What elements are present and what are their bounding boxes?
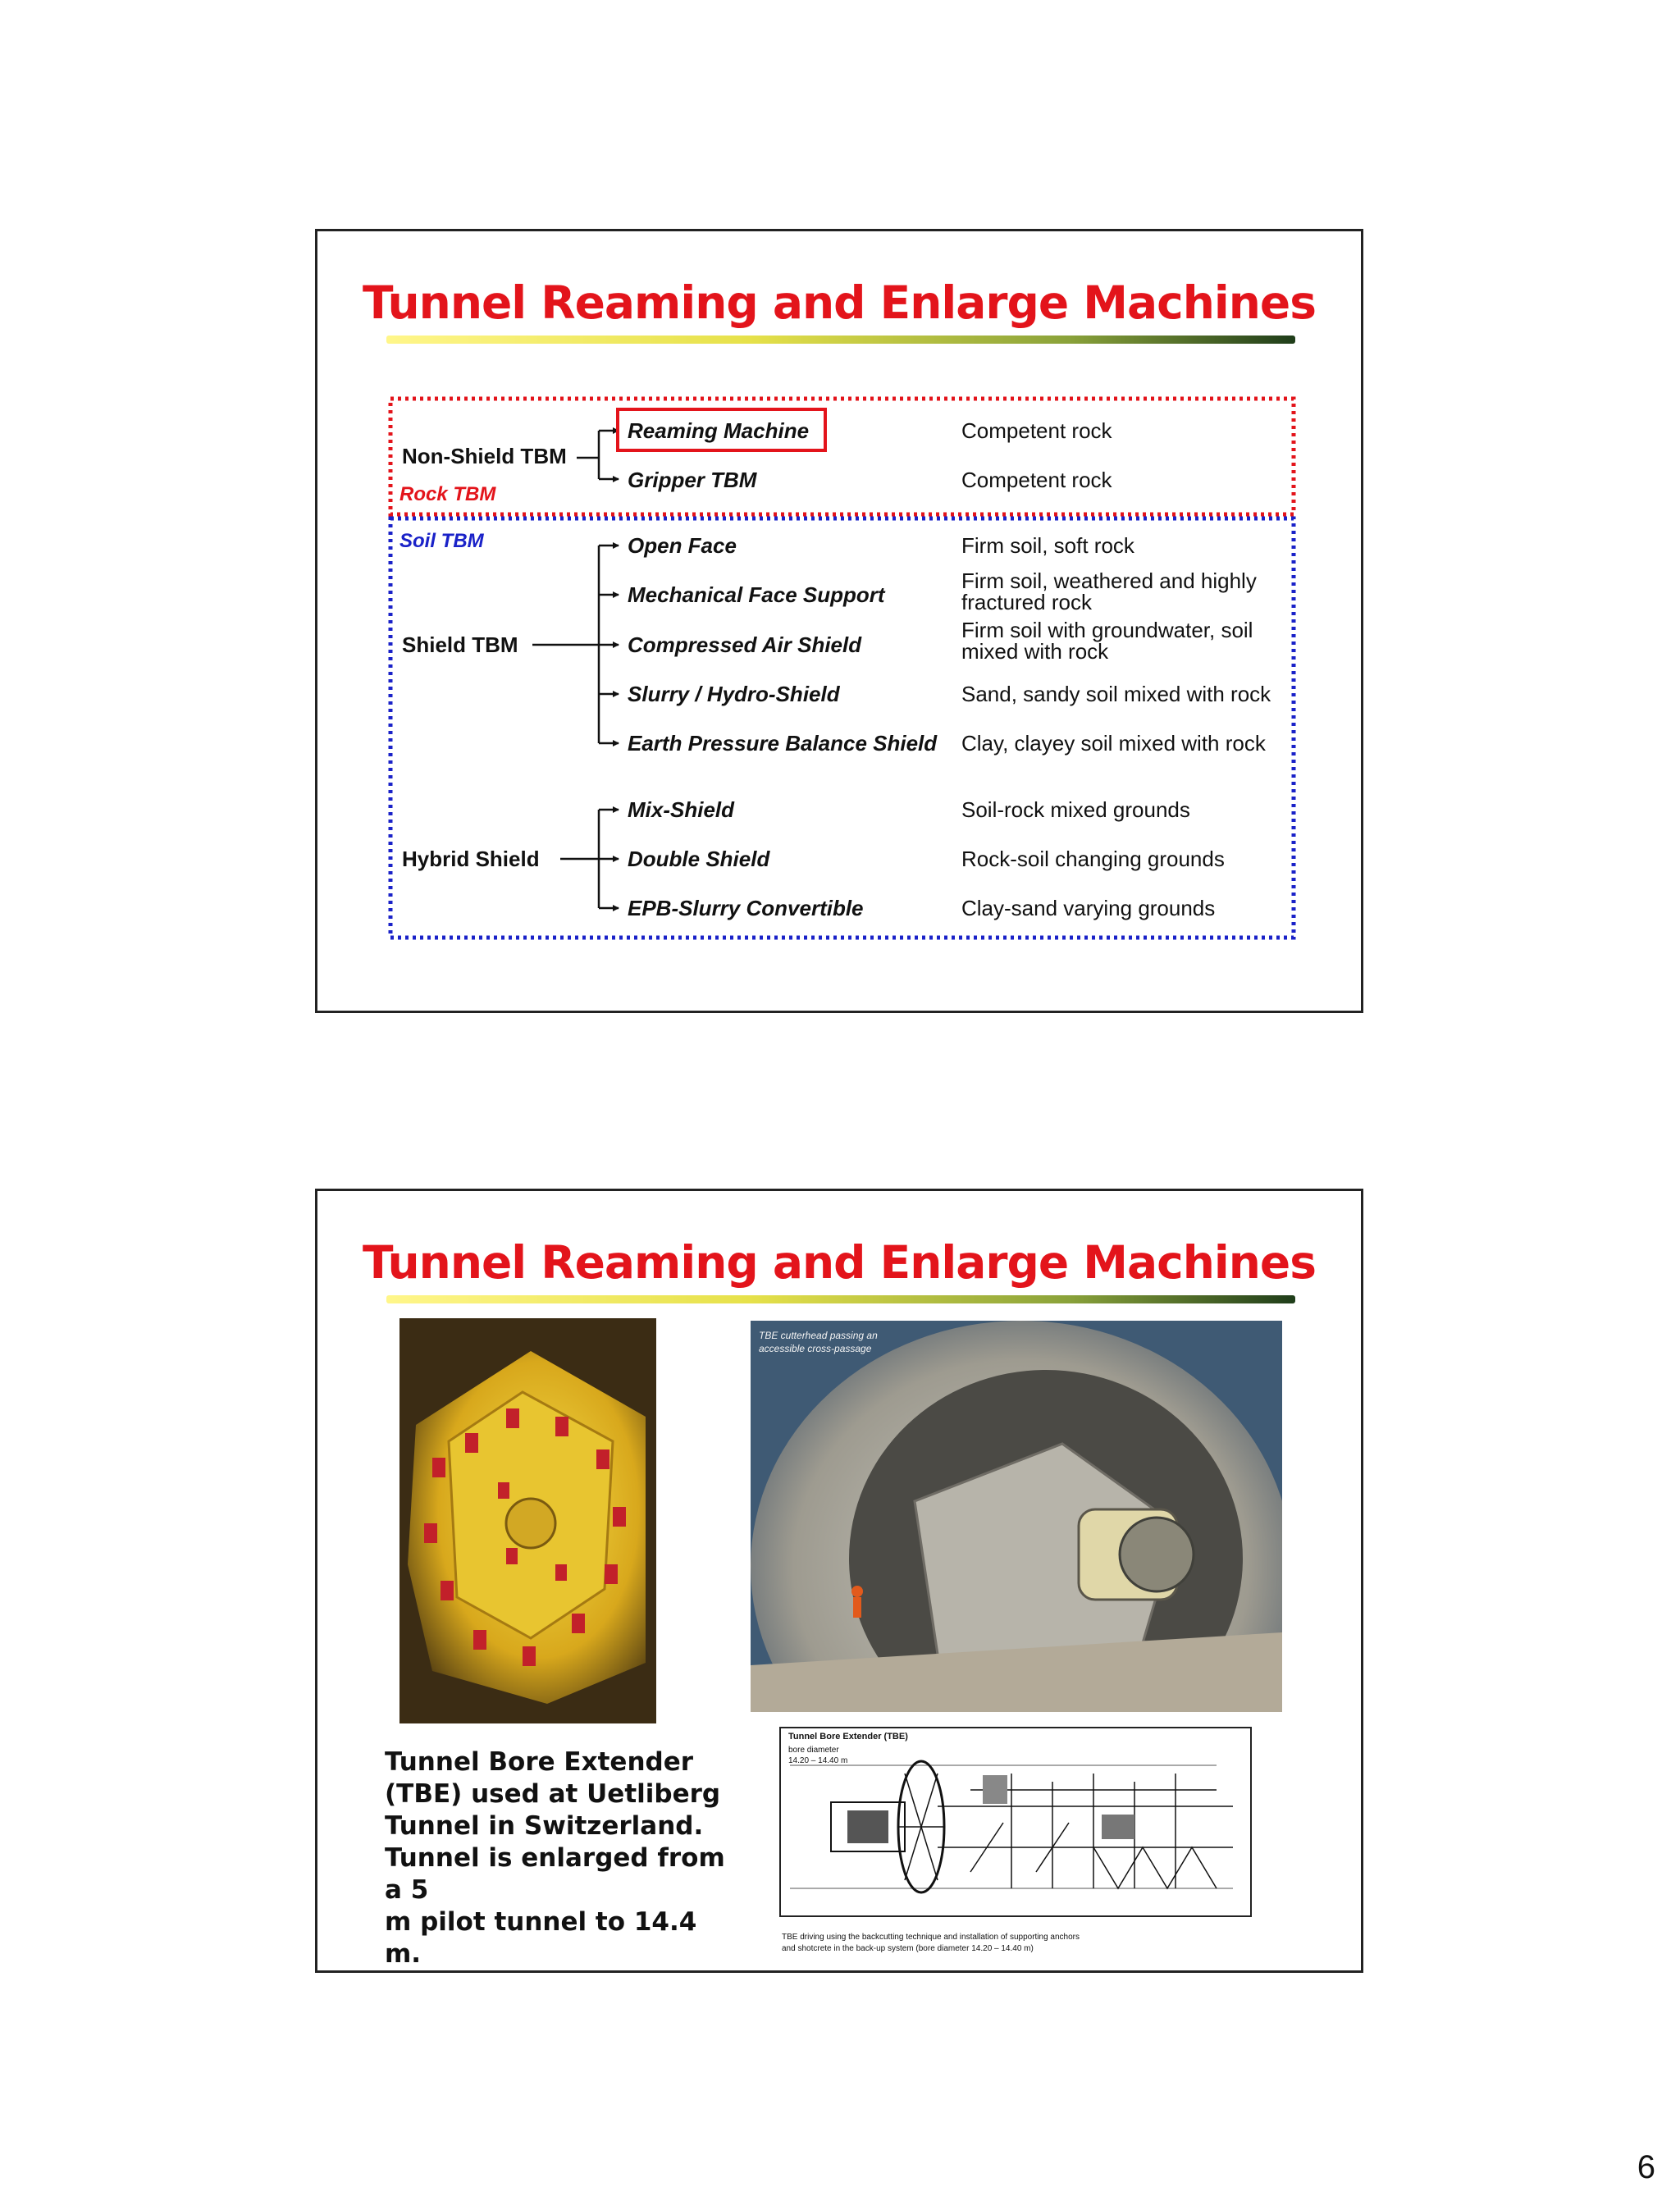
rock-tbm-label: Rock TBM — [399, 483, 496, 505]
page-number: 6 — [1637, 2149, 1655, 2185]
slide-caption — [385, 1746, 729, 1970]
ground-slurry: Sand, sandy soil mixed with rock — [961, 682, 1271, 706]
group-label-non-shield: Non-Shield TBM — [402, 444, 567, 468]
machine-open-face: Open Face — [628, 533, 737, 558]
machine-gripper: Gripper TBM — [628, 468, 757, 492]
drawing-caption-2: and shotcrete in the back-up system (bore diameter 14.20 – 14.40 m) — [782, 1944, 1034, 1953]
machine-compressed-air: Compressed Air Shield — [628, 632, 862, 657]
ground-mechanical-face: Firm soil, weathered and highly — [961, 568, 1257, 593]
machine-slurry: Slurry / Hydro-Shield — [628, 682, 840, 706]
ground-mix-shield: Soil-rock mixed grounds — [961, 797, 1190, 822]
machine-mechanical-face: Mechanical Face Support — [628, 582, 885, 607]
tunnel-photo — [751, 1321, 1282, 1712]
tbe-drawing — [774, 1724, 1258, 1970]
machine-mix-shield: Mix-Shield — [628, 797, 735, 822]
photo-overlay-line-1: TBE cutterhead passing an — [759, 1330, 878, 1341]
ground-gripper: Competent rock — [961, 468, 1112, 492]
slide-title: Tunnel Reaming and Enlarge Machines — [363, 276, 1316, 329]
cutterhead-photo — [399, 1318, 656, 1723]
caption-line: Tunnel is enlarged from a 5 — [385, 1843, 725, 1905]
slide-title: Tunnel Reaming and Enlarge Machines — [363, 1236, 1316, 1289]
machine-epb-slurry: EPB-Slurry Convertible — [628, 896, 864, 920]
machine-reaming: Reaming Machine — [628, 418, 810, 443]
ground-mechanical-face-2: fractured rock — [961, 590, 1092, 614]
ground-compressed-air-2: mixed with rock — [961, 639, 1109, 664]
drawing-dim-value: 14.20 – 14.40 m — [788, 1756, 848, 1765]
drawing-dim-label: bore diameter — [788, 1746, 839, 1755]
ground-double-shield: Rock-soil changing grounds — [961, 847, 1225, 871]
tbm-classification-diagram — [317, 231, 1361, 1011]
ground-open-face: Firm soil, soft rock — [961, 533, 1134, 558]
group-label-hybrid: Hybrid Shield — [402, 847, 540, 871]
caption-line: m pilot tunnel to 14.4 m. — [385, 1907, 697, 1969]
ground-reaming: Competent rock — [961, 418, 1112, 443]
machine-epb: Earth Pressure Balance Shield — [628, 731, 938, 756]
drawing-title: Tunnel Bore Extender (TBE) — [788, 1732, 908, 1742]
machine-double-shield: Double Shield — [628, 847, 770, 871]
caption-line: Tunnel in Switzerland. — [385, 1811, 704, 1841]
ground-epb: Clay, clayey soil mixed with rock — [961, 731, 1266, 756]
title-underline — [386, 1295, 1295, 1303]
drawing-caption-1: TBE driving using the backcutting technique and installation of supporting anchors — [782, 1933, 1080, 1942]
photo-overlay-line-2: accessible cross-passage — [759, 1343, 872, 1354]
soil-tbm-label: Soil TBM — [399, 530, 484, 552]
caption-line: Tunnel Bore Extender — [385, 1747, 694, 1777]
slide-1 — [315, 229, 1363, 1013]
caption-line: (TBE) used at Uetliberg — [385, 1779, 721, 1809]
group-label-shield: Shield TBM — [402, 632, 518, 657]
ground-epb-slurry: Clay-sand varying grounds — [961, 896, 1216, 920]
ground-compressed-air: Firm soil with groundwater, soil — [961, 618, 1253, 642]
slide-2 — [315, 1189, 1363, 1973]
